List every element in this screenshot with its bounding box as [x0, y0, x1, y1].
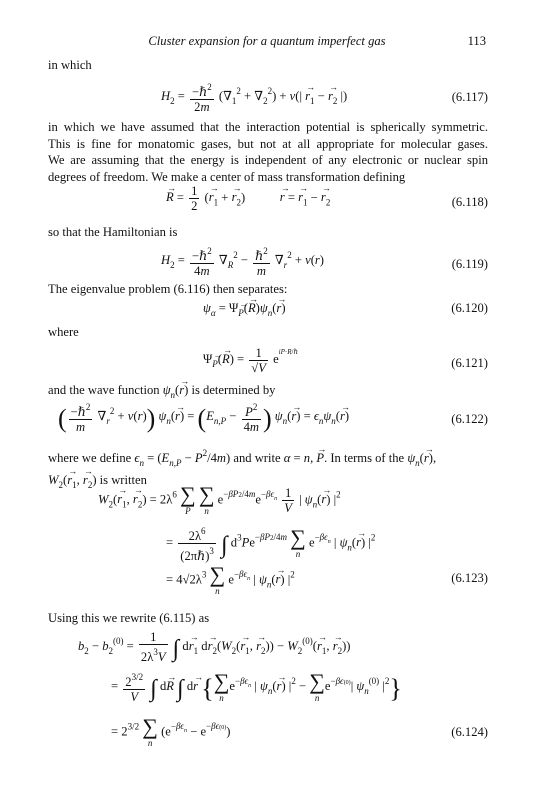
equation-body: ( $\frac{-\hbar^2}{m}$ $\nabla_r^2 + v(r)$) $\psi_n(\to r) = (E_{n,P}$ − $\frac{P^2}{4m}$ ) $\psi_n(\to r) = \epsilon_n\psi_n(\to r)$: [58, 400, 349, 434]
equation-6-120: [48, 300, 488, 320]
text-line: in which: [48, 58, 92, 72]
text-line: Using this we rewrite (6.115) as: [48, 611, 210, 625]
running-head: [48, 33, 486, 49]
text-fragment: . In terms of the: [324, 451, 408, 465]
paragraph-definitions: where we define $\epsilon_n = (E_{n,P} - P^2/4m)$ and write α = n, → P. In terms of the $\psi_n(\to r)$, $W_2(\to r_1$, → $r_2$) is written: [48, 445, 488, 493]
equation-line-3: = $4√2\lambda^3$ ∑ n $e^{-\beta\epsilon_n}$ | $\psi_n(\to r)$ $|^2$: [166, 564, 295, 597]
text-fragment: and the wave function: [48, 383, 163, 397]
text-line: so that the Hamiltonian is: [48, 225, 178, 239]
paragraph-wave-function: and the wave function $\psi_n(\to r)$ is determined by: [48, 382, 488, 404]
equation-6-118: [48, 184, 488, 220]
text-line: where: [48, 325, 79, 339]
paragraph-assumptions: [48, 119, 488, 185]
running-title: Cluster expansion for a quantum imperfect gas: [148, 34, 386, 48]
paragraph-where: [48, 324, 488, 341]
equation-body: $H_2$ = $\frac{-\hbar^2}{2m}$ $(\nabla_1^2 + \nabla_2^2) + v(| \to r_1$ − → $r_2$ |): [161, 80, 347, 114]
text-line: This is fine for monatomic gases, but not at all appropriate for molecular gases.: [48, 136, 488, 151]
paragraph-in-which: [48, 57, 488, 74]
text-fragment: is written: [96, 472, 147, 487]
equation-6-122: [48, 400, 488, 440]
equation-number: (6.117): [451, 90, 488, 104]
text-line: We are assuming that the energy is independent of any electronic or nuclear spin: [48, 153, 488, 167]
paragraph-rewrite: [48, 610, 488, 627]
equation-body: → R = $\frac{1}{2}$ (→ $r_1$ + → $r_2$) → r = → $r_1$ − → $r_2$: [166, 184, 330, 213]
equation-line-1: $b_2 - b_2^{(0)}$ = $\frac{1}{2\lambda^3V}$ ∫ $d\to r_1$ $d\to r_2(W_2(\to r_1$, → $r_2)) - W_2^{(0)}(\to r_1$, → $r_2$)): [78, 630, 350, 664]
equation-6-121: [48, 344, 488, 382]
equation-number: (6.123): [451, 571, 488, 585]
equation-line-2: = $\frac{2^{3/2}}{V}$ ∫ d→ R ∫ d→ r { ∑ n $e^{-\beta\epsilon_n}$ | $\psi_n(\to r) |^2$ − ∑ n $e^{-\beta\epsilon(0)}|$ $\psi_n^{(0)}$ $|^2$}: [111, 670, 402, 704]
equation-body: Ψ→ $_P$(→ R) = $\frac{1}{√V}$ $e^{iP\cdot R/\hbar}$: [203, 344, 298, 375]
equation-number: (6.118): [451, 195, 488, 209]
equation-number: (6.119): [451, 257, 488, 271]
equation-line-3: = $2^{3/2}$ ∑ n $(e^{-\beta\epsilon_n} - e^{-\beta\epsilon(0)})$: [111, 714, 231, 748]
equation-6-117: [48, 78, 488, 114]
text-line: in which we have assumed that the interaction potential is spherically symmetric.: [48, 120, 488, 134]
equation-6-124: [48, 630, 488, 760]
text-fragment: is determined by: [188, 383, 276, 397]
equation-number: (6.121): [451, 356, 488, 370]
equation-body: $\psi_\alpha = \Psi\to _P(\to R)\psi_n(\to r)$: [203, 300, 286, 322]
text-fragment: where we define: [48, 451, 135, 465]
equation-number: (6.122): [451, 412, 488, 426]
text-line: degrees of freedom. We make a center of mass transformation defining: [48, 169, 406, 184]
equation-6-123: [48, 484, 488, 600]
paragraph-hamiltonian: [48, 224, 488, 241]
text-line: The eigenvalue problem (6.116) then separates:: [48, 282, 288, 296]
page-number: 113: [467, 34, 486, 48]
equation-number: (6.124): [451, 725, 488, 739]
equation-6-119: [48, 244, 488, 280]
equation-body: $H_2$ = $\frac{-\hbar^2}{4m}$ $\nabla_R^2$ − $\frac{\hbar^2}{m}$ $\nabla_r^2 + v(r)$: [161, 246, 324, 278]
equation-number: (6.120): [451, 301, 488, 315]
text-fragment: and write: [230, 451, 284, 465]
equation-line-1: $W_2(\to r_1$, → $r_2) = 2\lambda^6$ ∑ P ∑ n $e^{-\beta P2/4m}e^{-\beta\epsilon_n}$ $\frac{1}{V}$ | $\psi_n(\to r)$ $|^2$: [98, 484, 341, 517]
equation-line-2: = $\frac{2\lambda^6}{(2\pi\hbar)^3}$ ∫ $d^3Pe^{-\beta P2/4m}$ ∑ n $e^{-\beta\epsilon_n}$ | $\psi_n(\to r)$ $|^2$: [166, 524, 375, 563]
paragraph-eigenvalue: [48, 281, 488, 298]
